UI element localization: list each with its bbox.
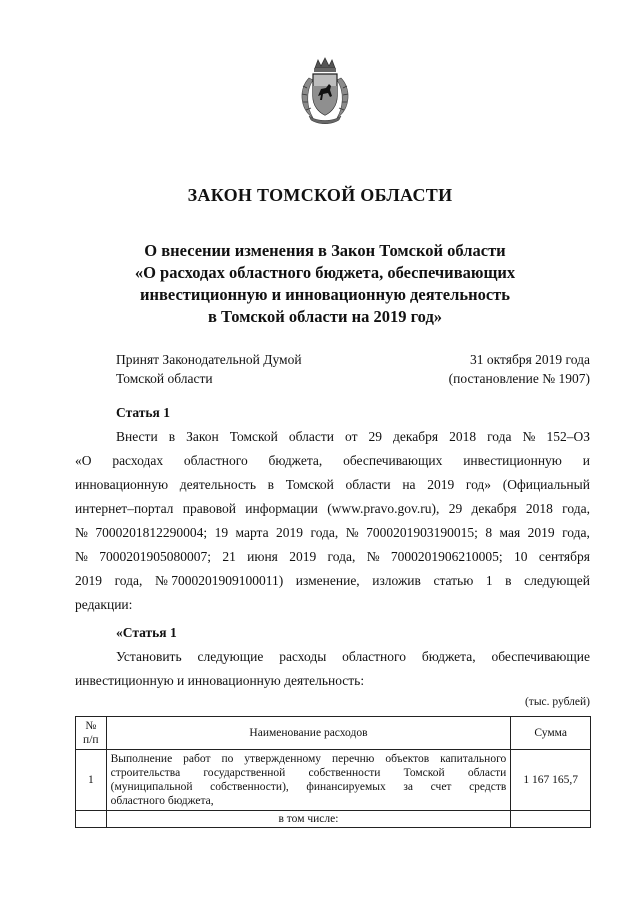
word: № — [345, 525, 359, 540]
word: собственности), — [210, 781, 289, 793]
paragraph-line — [75, 449, 590, 473]
word: на — [402, 477, 416, 492]
word: Внести — [116, 429, 158, 444]
word: собственности — [308, 767, 381, 779]
paragraph-line: инвестиционную и инновационную деятельность: — [75, 673, 365, 688]
word: счет — [430, 781, 452, 793]
row-name-line — [111, 780, 507, 794]
quoted-article-heading: «Статья 1 — [116, 625, 177, 640]
word: обеспечивающие — [491, 649, 590, 664]
adoption-date-block — [400, 350, 590, 388]
subrow-sum — [511, 811, 591, 828]
word: 2019 — [276, 525, 304, 540]
word: в — [168, 429, 176, 444]
word: инвестиционную — [463, 453, 562, 468]
paragraph-line — [75, 497, 590, 521]
paragraph-line — [75, 425, 590, 449]
word: финансируемых — [306, 781, 386, 793]
word: области — [288, 429, 334, 444]
word: расходах — [112, 453, 164, 468]
word: года — [487, 429, 512, 444]
word: № — [75, 549, 88, 564]
word: год» — [465, 477, 492, 492]
word: утвержденному — [244, 753, 322, 765]
article-1-heading: Статья 1 — [116, 405, 170, 420]
word: июня — [247, 549, 278, 564]
paragraph-line: редакции: — [75, 597, 133, 612]
word: государственной — [203, 767, 286, 779]
word: Томской — [229, 429, 278, 444]
word: № — [366, 549, 380, 564]
word: деятельность — [179, 477, 256, 492]
word: 29 — [368, 429, 382, 444]
paragraph-line — [75, 473, 590, 497]
word: за — [403, 781, 414, 793]
word: Установить — [116, 649, 182, 664]
word: (муниципальной — [110, 781, 193, 793]
article-1-paragraph — [75, 425, 590, 617]
word: области — [467, 767, 507, 779]
adopting-body-line: Принят Законодательной Думой — [116, 352, 302, 367]
word: «О — [75, 453, 92, 468]
subtitle-line: О внесении изменения в Закон Томской области — [144, 241, 506, 260]
word: (Официальный — [502, 477, 590, 492]
word: (www.pravo.gov.ru), — [327, 501, 440, 516]
word: расходы — [279, 649, 327, 664]
word: перечню — [332, 753, 375, 765]
word: 7000201906210005; — [390, 549, 503, 564]
adoption-date: 31 октября 2019 года — [470, 352, 590, 367]
word: по — [221, 753, 234, 765]
word: 2018 — [525, 501, 553, 516]
word: 7000201812290004; — [95, 525, 208, 540]
word: года, — [327, 549, 356, 564]
word: года, — [310, 525, 339, 540]
word: № — [75, 525, 88, 540]
word: 8 — [485, 525, 493, 540]
coat-of-arms-icon — [297, 56, 353, 126]
subtitle-line: «О расходах областного бюджета, обеспечивающих — [134, 263, 516, 282]
header-num-line: № — [85, 720, 97, 732]
word: 10 — [514, 549, 528, 564]
word: 2019 — [527, 525, 555, 540]
word: Томской — [285, 477, 334, 492]
header-num-line: п/п — [83, 734, 99, 746]
paragraph-line — [75, 545, 590, 569]
word: 2019 — [427, 477, 455, 492]
word: мая — [499, 525, 521, 540]
word: 152–ОЗ — [546, 429, 590, 444]
word: следующие — [197, 649, 264, 664]
resolution-number: (постановление № 1907) — [448, 371, 590, 386]
row-name-line: областного бюджета, — [110, 795, 214, 807]
paragraph-line — [75, 645, 590, 669]
word: 29 — [448, 501, 463, 516]
word: 7000201903190015; — [366, 525, 478, 540]
expenses-table — [75, 716, 591, 828]
word: областного — [342, 649, 406, 664]
adopting-body — [116, 350, 302, 388]
table-row — [76, 750, 591, 811]
word: работ — [183, 753, 211, 765]
word: изложив — [372, 573, 421, 588]
word: бюджета, — [421, 649, 476, 664]
word: декабря — [393, 429, 439, 444]
word: интернет–портал — [75, 501, 174, 516]
word: и — [582, 453, 590, 468]
word: года, — [562, 525, 590, 540]
header-name: Наименование расходов — [106, 717, 511, 750]
word: 2019 — [75, 573, 102, 588]
word: области — [345, 477, 391, 492]
header-num — [76, 717, 107, 750]
word: в — [505, 573, 512, 588]
paragraph-line — [75, 569, 590, 593]
word: Томской — [403, 767, 445, 779]
word: от — [345, 429, 358, 444]
subtitle-line: инвестиционную и инновационную деятельность — [140, 285, 510, 304]
word: следующей — [524, 573, 590, 588]
row-name-line — [111, 766, 507, 780]
table-subrow — [76, 811, 591, 828]
word: декабря — [471, 501, 517, 516]
law-subtitle — [60, 240, 590, 328]
word: Выполнение — [110, 753, 173, 765]
quoted-article-paragraph — [75, 645, 590, 693]
subrow-num — [76, 811, 107, 828]
row-name-line — [111, 752, 507, 766]
row-name — [106, 750, 511, 811]
word: статью — [433, 573, 474, 588]
law-title: ЗАКОН ТОМСКОЙ ОБЛАСТИ — [187, 185, 453, 205]
word: капитального — [440, 753, 507, 765]
word: инновационную — [75, 477, 169, 492]
row-sum: 1 167 165,7 — [511, 750, 591, 811]
paragraph-line — [75, 521, 590, 545]
word: изменение, — [295, 573, 360, 588]
word: года, — [114, 573, 143, 588]
word: строительства — [110, 767, 181, 779]
word: 2018 — [449, 429, 477, 444]
word: обеспечивающих — [343, 453, 443, 468]
subrow-label: в том числе: — [106, 811, 511, 828]
table-units: (тыс. рублей) — [524, 696, 590, 708]
word: областного — [183, 453, 248, 468]
word: 7000201905080007; — [99, 549, 211, 564]
word: в — [267, 477, 275, 492]
word: информации — [245, 501, 318, 516]
word: сентября — [538, 549, 590, 564]
word: 19 — [214, 525, 229, 540]
word: правовой — [182, 501, 236, 516]
adopting-body-line: Томской области — [116, 371, 213, 386]
word: 21 — [222, 549, 236, 564]
word: № — [522, 429, 536, 444]
word: средств — [469, 781, 507, 793]
subtitle-line: в Томской области на 2019 год» — [207, 307, 443, 326]
word: марта — [235, 525, 269, 540]
table-header-row — [76, 717, 591, 750]
word: 2019 — [289, 549, 317, 564]
row-num: 1 — [76, 750, 107, 811]
word: Закон — [186, 429, 219, 444]
word: 1 — [485, 573, 493, 588]
header-sum: Сумма — [511, 717, 591, 750]
word: № 7000201909100011) — [154, 573, 284, 588]
word: объектов — [385, 753, 430, 765]
word: года, — [562, 501, 590, 516]
word: бюджета, — [268, 453, 323, 468]
